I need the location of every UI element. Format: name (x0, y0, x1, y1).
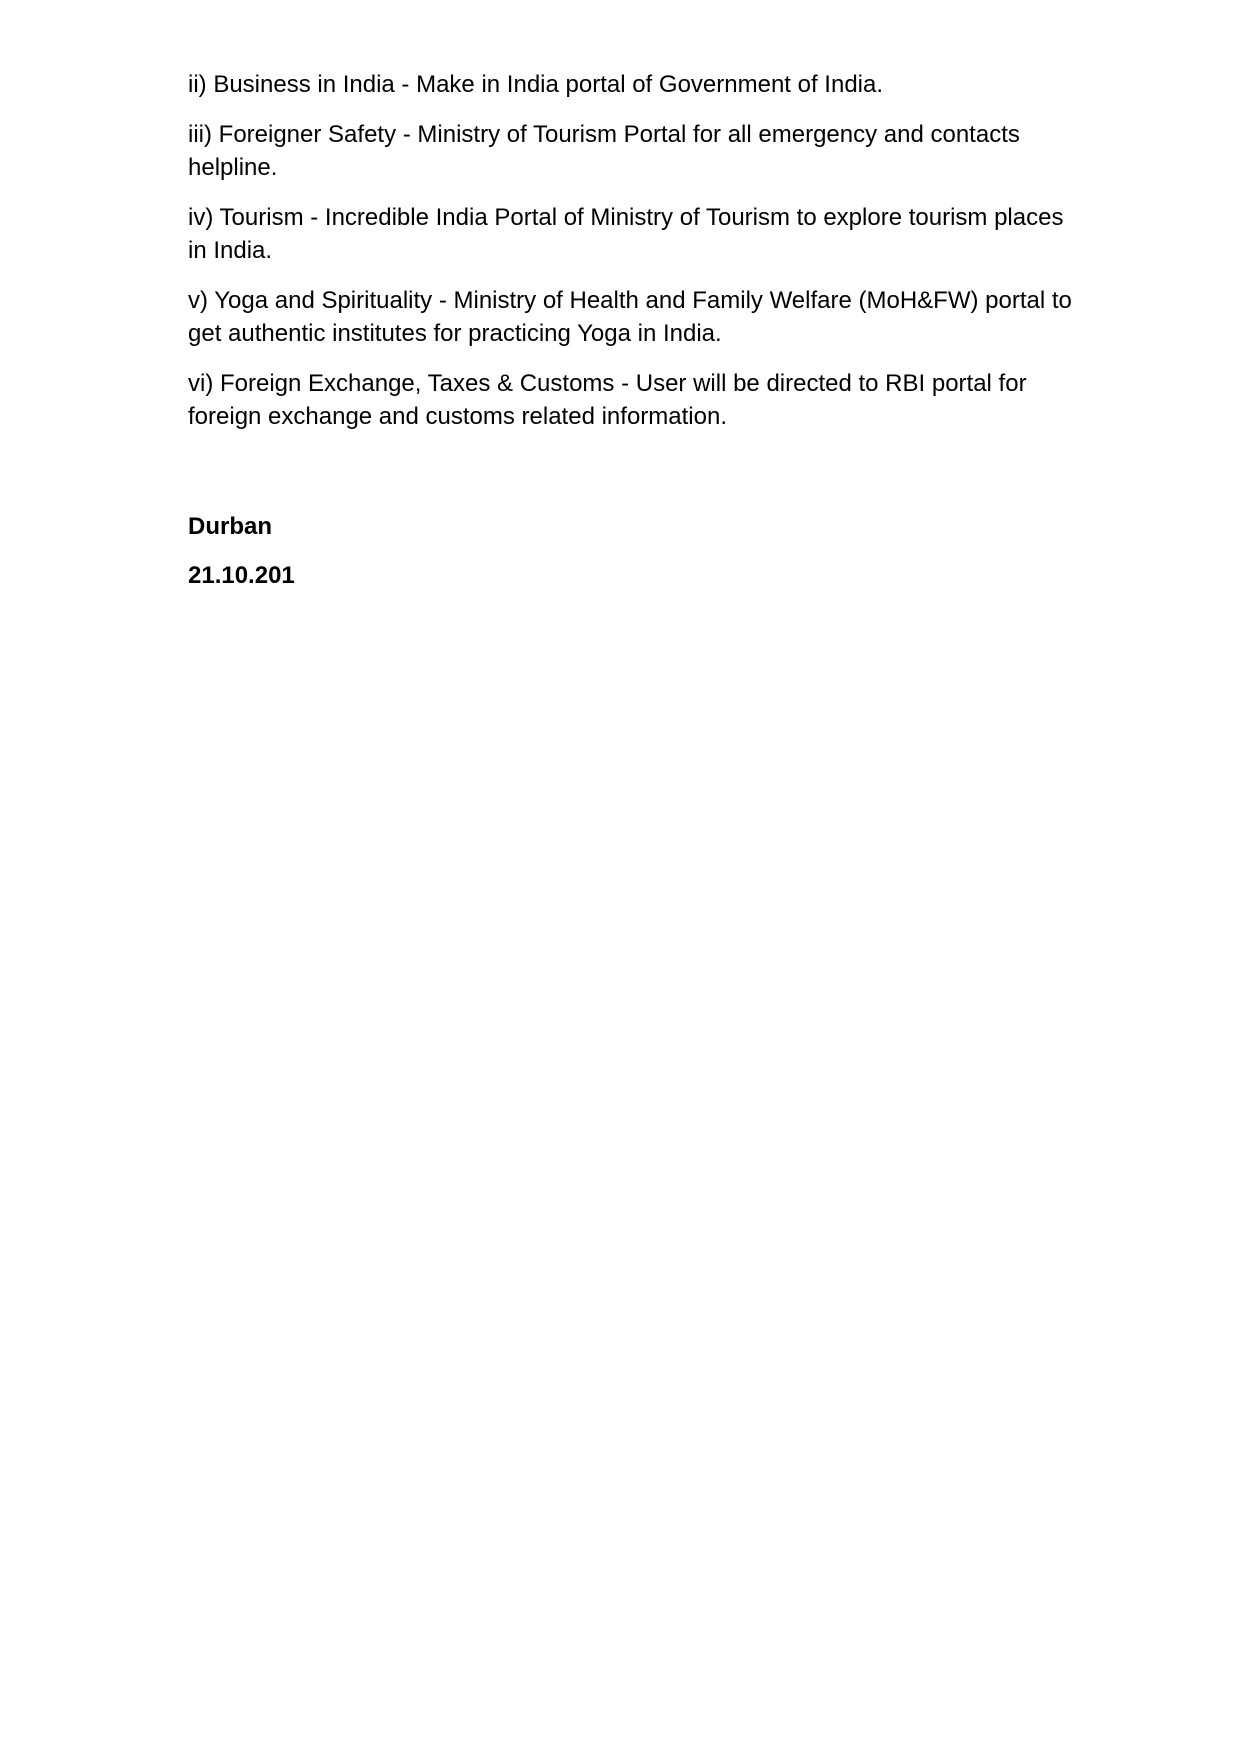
spacer (188, 450, 1088, 510)
list-item-tourism: iv) Tourism - Incredible India Portal of Ministry of Tourism to explore tourism places in India. (188, 204, 1064, 264)
list-item-business: ii) Business in India - Make in India portal of Government of India. (188, 71, 884, 98)
list-item-foreigner-safety: iii) Foreigner Safety - Ministry of Tourism Portal for all emergency and contacts helpline. (188, 121, 1020, 181)
list-item-yoga: v) Yoga and Spirituality - Ministry of Health and Family Welfare (MoH&FW) portal to get authentic institutes for practicing Yoga in India. (188, 287, 1072, 347)
list-item-foreign-exchange: vi) Foreign Exchange, Taxes & Customs - User will be directed to RBI portal for foreign exchange and customs related information. (188, 370, 1027, 430)
document-page (188, 68, 1088, 608)
date-label: 21.10.201 (188, 562, 295, 589)
place-label: Durban (188, 513, 272, 540)
